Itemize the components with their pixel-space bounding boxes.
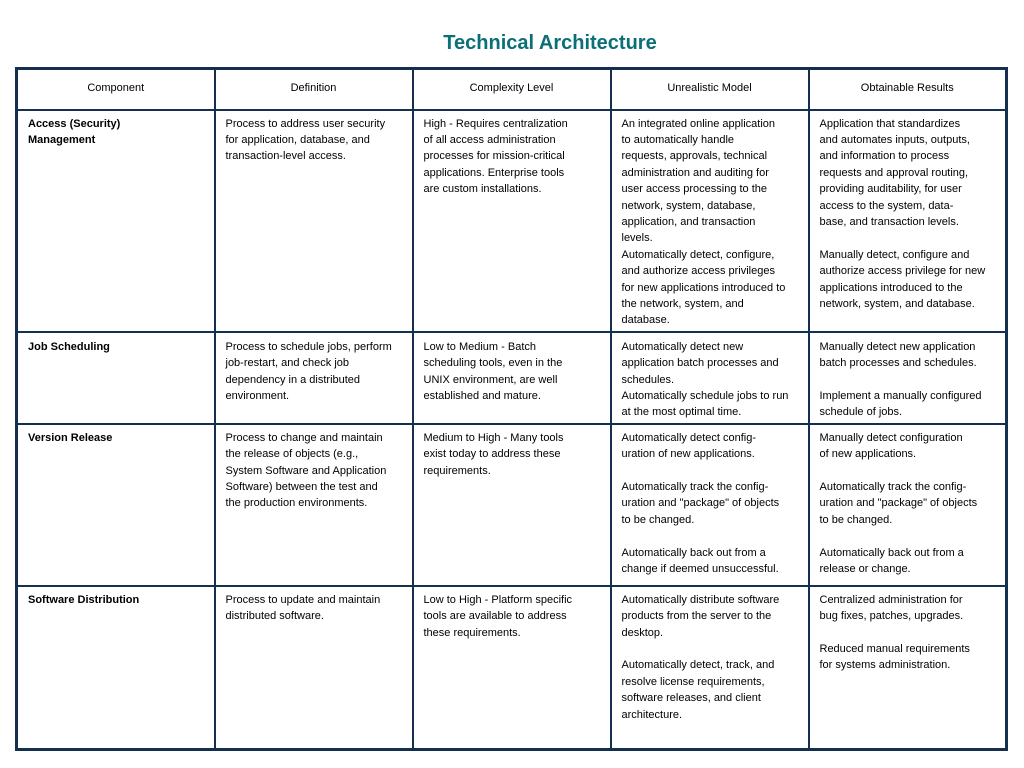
unrealistic-cell [611, 110, 809, 332]
page-title: Technical Architecture [443, 32, 657, 54]
header-obtainable-results: Obtainable Results [809, 69, 1007, 110]
definition-cell [215, 110, 413, 332]
component-cell [17, 332, 215, 424]
architecture-table-container [15, 67, 1007, 748]
definition-text: Process to update and maintain distributed software. [225, 593, 381, 623]
definition-cell [215, 424, 413, 586]
component-text: Access (Security) Management [28, 117, 121, 146]
definition-cell [215, 586, 413, 750]
unrealistic-text: Automatically detect config- uration of new applications. Automatically track the config- uration and "package" of objects to be changed. Automatically back out from a change if deemed unsuccessful. [621, 431, 780, 576]
unrealistic-cell [611, 424, 809, 586]
header-component: Component [17, 69, 215, 110]
obtainable-text: Centralized administration for bug fixes, patches, upgrades. Reduced manual requirements for systems administration. [819, 593, 970, 672]
table-header-row [17, 69, 1007, 110]
header-complexity-level: Complexity Level [413, 69, 611, 110]
obtainable-text: Manually detect new application batch processes and schedules. Implement a manually configured schedule of jobs. [819, 340, 982, 419]
unrealistic-text: Automatically detect new application batch processes and schedules. Automatically schedule jobs to run at the most optimal time. [621, 340, 789, 419]
header-definition: Definition [215, 69, 413, 110]
definition-text: Process to schedule jobs, perform job-restart, and check job dependency in a distributed environment. [225, 340, 392, 402]
unrealistic-cell [611, 586, 809, 750]
definition-text: Process to address user security for application, database, and transaction-level access. [225, 117, 386, 163]
component-text: Version Release [28, 431, 113, 444]
complexity-cell [413, 586, 611, 750]
component-text: Job Scheduling [28, 340, 110, 353]
table-row [17, 424, 1007, 586]
complexity-text: High - Requires centralization of all access administration processes for mission-critical applications. Enterprise tools are custom installations. [423, 117, 568, 196]
table-row [17, 332, 1007, 424]
unrealistic-text: An integrated online application to automatically handle requests, approvals, technical administration and auditing for user access processing to the network, system, database, application, and transaction levels. Automatically detect, configure, and authorize access privileges for new applications introduced to the network, system, and database. [621, 117, 786, 327]
complexity-cell [413, 110, 611, 332]
component-text: Software Distribution [28, 593, 140, 606]
unrealistic-cell [611, 332, 809, 424]
complexity-text: Low to Medium - Batch scheduling tools, even in the UNIX environment, are well established and mature. [423, 340, 563, 402]
table-row [17, 586, 1007, 750]
complexity-cell [413, 332, 611, 424]
obtainable-cell [809, 586, 1007, 750]
obtainable-text: Manually detect configuration of new applications. Automatically track the config- uration and "package" of objects to be changed. Automatically back out from a release or change. [819, 431, 978, 576]
architecture-table [15, 67, 1008, 751]
definition-text: Process to change and maintain the release of objects (e.g., System Software and Application Software) between the test and the production environments. [225, 431, 387, 510]
component-cell [17, 110, 215, 332]
header-unrealistic-model: Unrealistic Model [611, 69, 809, 110]
obtainable-text: Application that standardizes and automates inputs, outputs, and information to process requests and approval routing, providing auditability, for user access to the system, data- base, and transaction levels. Manually detect, configure and authorize access privilege for new applications introduced to the network, system, and database. [819, 117, 986, 310]
obtainable-cell [809, 424, 1007, 586]
unrealistic-text: Automatically distribute software products from the server to the desktop. Automatically detect, track, and resolve license requirements, software releases, and client architecture. [621, 593, 780, 721]
obtainable-cell [809, 110, 1007, 332]
complexity-cell [413, 424, 611, 586]
obtainable-cell [809, 332, 1007, 424]
complexity-text: Low to High - Platform specific tools are available to address these requirements. [423, 593, 573, 639]
component-cell [17, 586, 215, 750]
definition-cell [215, 332, 413, 424]
table-row [17, 110, 1007, 332]
component-cell [17, 424, 215, 586]
complexity-text: Medium to High - Many tools exist today to address these requirements. [423, 431, 564, 477]
